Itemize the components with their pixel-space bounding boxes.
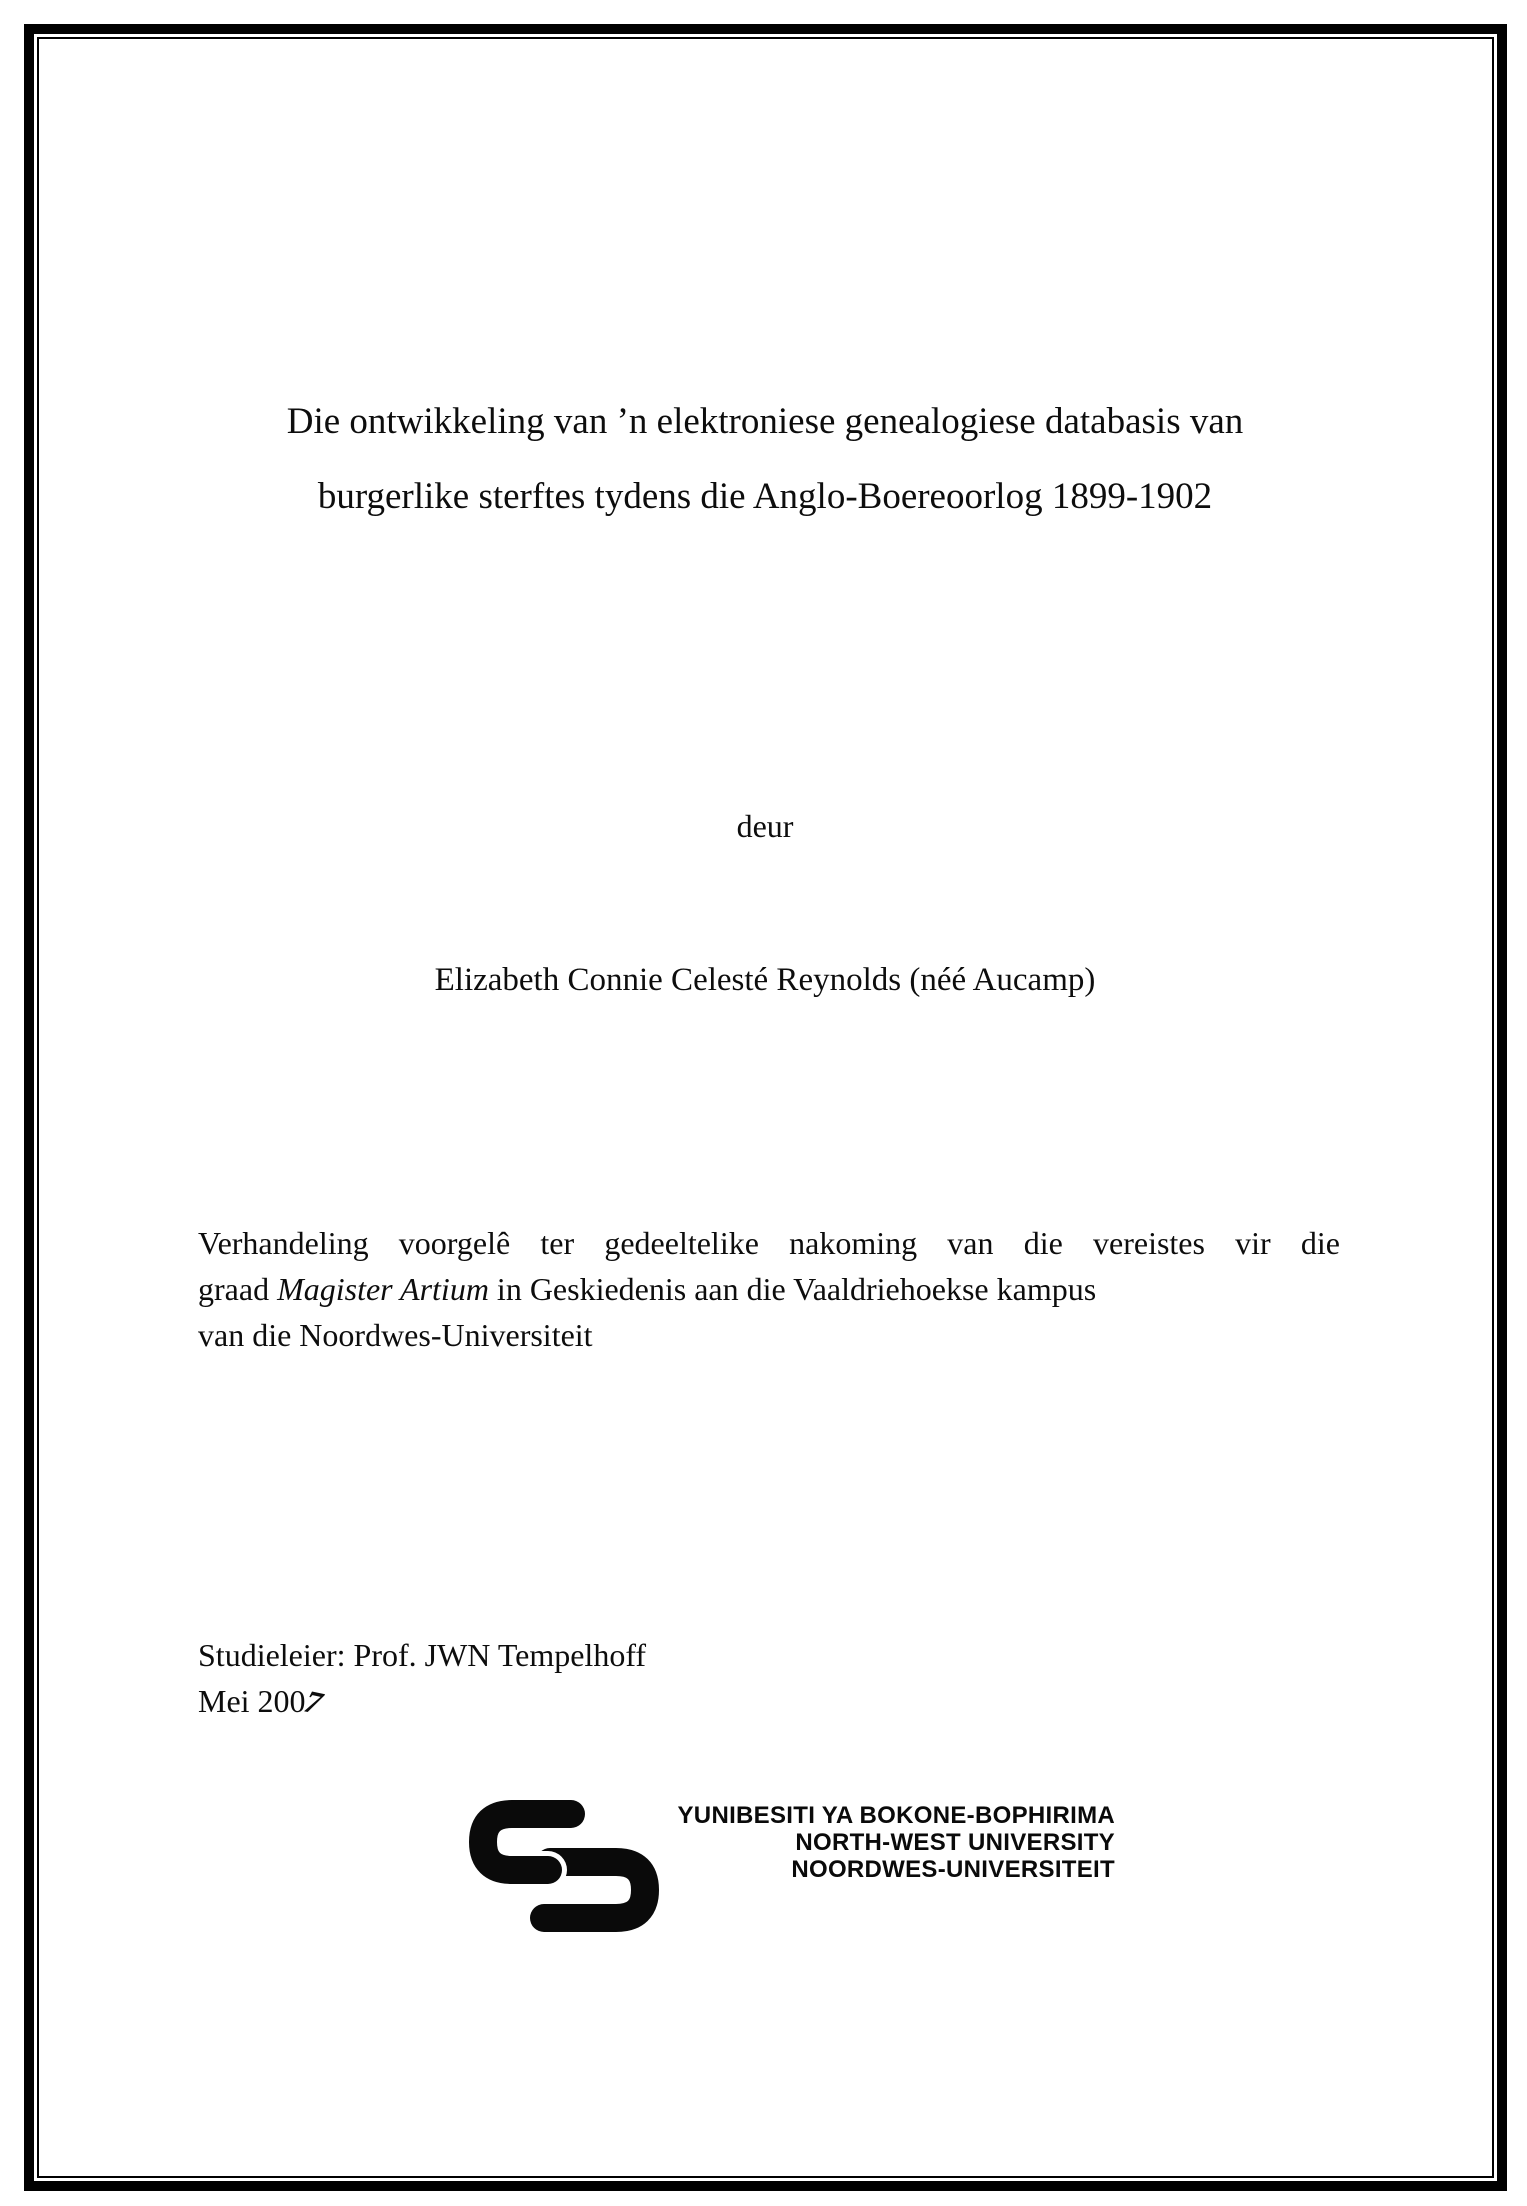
statement-line2 <box>198 1266 1340 1312</box>
supervisor-line: Studieleier: Prof. JWN Tempelhoff <box>198 1637 647 1673</box>
logo-line-setswana: YUNIBESITI YA BOKONE-BOPHIRIMA <box>677 1802 1115 1829</box>
thesis-title-line2: burgerlike sterftes tydens die Anglo-Boereoorlog 1899-1902 <box>317 476 1213 517</box>
byline: deur <box>736 808 794 844</box>
date-line <box>198 1678 646 1724</box>
statement-line2-prefix: graad <box>198 1271 278 1307</box>
logo-line-english: NORTH-WEST UNIVERSITY <box>795 1829 1115 1856</box>
statement-line2-suffix: in Geskiedenis aan die Vaaldriehoekse kampus <box>488 1271 1097 1307</box>
date-prefix: Mei 200 <box>198 1683 306 1719</box>
thesis-title <box>190 384 1340 534</box>
supervisor-block <box>198 1632 646 1724</box>
statement-line1: Verhandeling voorgelê ter gedeeltelike nakoming van die vereistes vir die <box>198 1225 1340 1261</box>
degree-name-italic: Magister Artium <box>277 1271 489 1307</box>
thesis-statement <box>198 1220 1340 1358</box>
university-logo-text <box>666 1802 1115 1883</box>
nwu-interlocked-links-icon <box>468 1800 660 1932</box>
author-name: Elizabeth Connie Celesté Reynolds (néé Aucamp) <box>434 962 1096 998</box>
university-logo <box>468 1800 1115 1932</box>
statement-line3: van die Noordwes-Universiteit <box>198 1317 593 1353</box>
handwritten-seven: 7 <box>297 1683 330 1721</box>
logo-line-afrikaans: NOORDWES-UNIVERSITEIT <box>791 1856 1115 1883</box>
thesis-title-line1: Die ontwikkeling van ’n elektroniese genealogiese databasis van <box>286 401 1244 442</box>
